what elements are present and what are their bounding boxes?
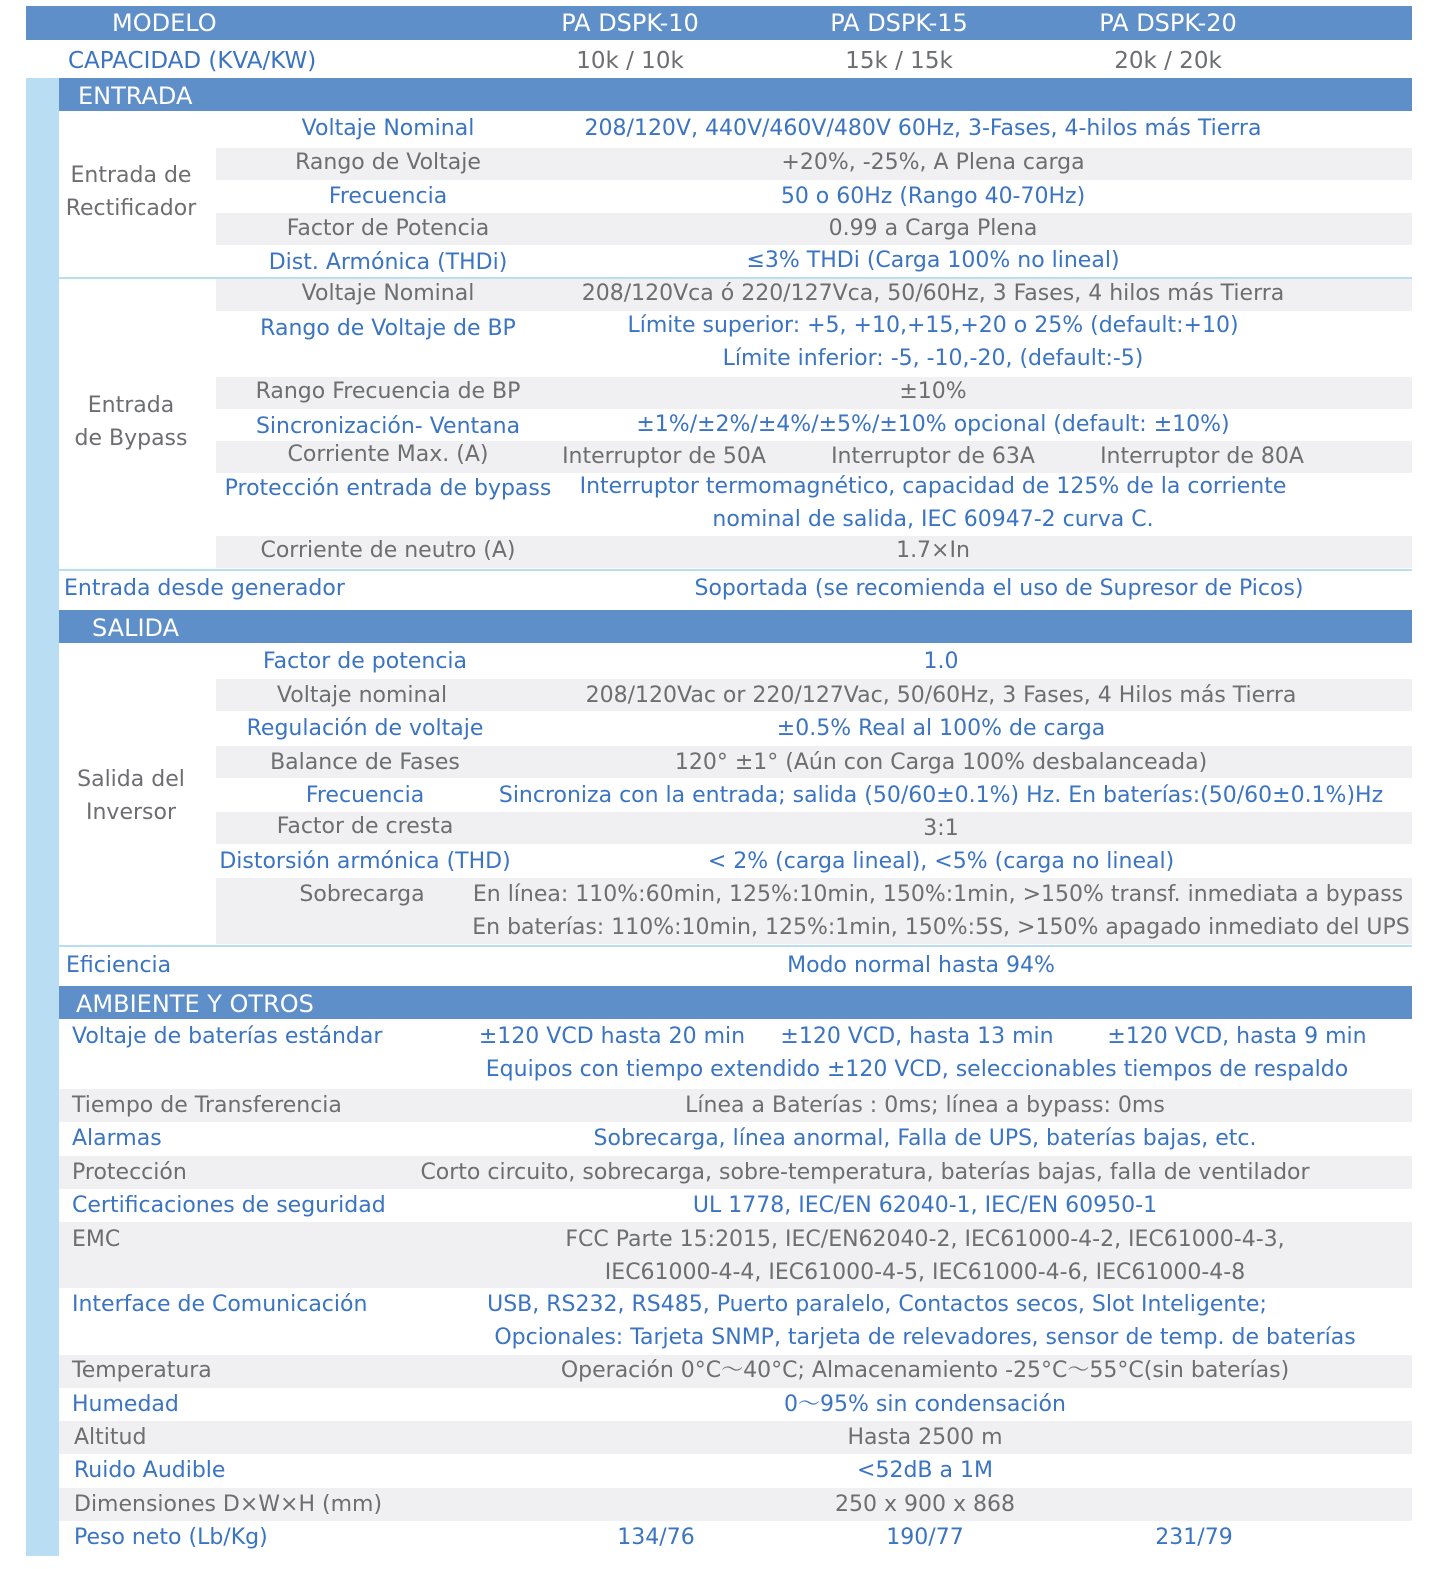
spec-value: +20%, -25%, A Plena carga (781, 150, 1085, 175)
spec-value: 3:1 (923, 816, 959, 841)
section-title-ambiente: AMBIENTE Y OTROS (76, 990, 314, 1018)
spec-value: ±0.5% Real al 100% de carga (776, 716, 1106, 741)
capacity-value-2: 15k / 15k (845, 48, 953, 74)
spec-value: 120° ±1° (Aún con Carga 100% desbalanceada) (674, 750, 1208, 775)
spec-label: Factor de potencia (262, 649, 468, 674)
spec-value: UL 1778, IEC/EN 62040-1, IEC/EN 60950-1 (692, 1193, 1158, 1218)
spec-label: Certificaciones de seguridad (72, 1193, 386, 1218)
spec-label: Sobrecarga (299, 882, 425, 907)
spec-label: Sincronización- Ventana (255, 414, 521, 439)
spec-label: Rango Frecuencia de BP (255, 379, 521, 404)
row-bg (59, 1421, 1412, 1454)
group-label-inversor: Salida del Inversor (77, 767, 185, 825)
spec-label: Rango de Voltaje de BP (260, 316, 516, 341)
group-label-rectificador: Entrada de Rectificador (65, 163, 197, 221)
spec-value-model-2: 190/77 (886, 1525, 964, 1550)
spec-value: Sincroniza con la entrada; salida (50/60±0.1%) Hz. En baterías:(50/60±0.1%)Hz (498, 783, 1384, 808)
spec-value: Sobrecarga, línea anormal, Falla de UPS, baterías bajas, etc. (593, 1126, 1257, 1151)
spec-value-line2: Límite inferior: -5, -10,-20, (default:-5) (722, 346, 1144, 371)
spec-value: ±1%/±2%/±4%/±5%/±10% opcional (default: ±10%) (636, 412, 1230, 437)
spec-label: Regulación de voltaje (246, 716, 484, 741)
spec-value: Hasta 2500 m (847, 1425, 1003, 1450)
spec-value: Interruptor termomagnético, capacidad de 125% de la corriente (579, 474, 1287, 499)
spec-label: Corriente Max. (A) (287, 442, 489, 467)
spec-value-model-3: ±120 VCD, hasta 9 min (1107, 1024, 1367, 1049)
spec-value-model-2: Interruptor de 63A (831, 444, 1035, 469)
divider (59, 945, 1412, 947)
spec-value: 1.7×In (896, 538, 970, 563)
section-bar-entrada (59, 78, 1412, 111)
spec-label-eficiencia: Eficiencia (66, 953, 172, 978)
spec-value: 208/120Vac or 220/127Vac, 50/60Hz, 3 Fases, 4 Hilos más Tierra (585, 683, 1297, 708)
spec-label: Peso neto (Lb/Kg) (74, 1525, 268, 1550)
capacity-value-1: 10k / 10k (576, 48, 684, 74)
spec-value-eficiencia: Modo normal hasta 94% (787, 953, 1055, 978)
spec-value: 250 x 900 x 868 (835, 1492, 1015, 1517)
header-model-2: PA DSPK-15 (830, 9, 968, 37)
spec-label: Voltaje Nominal (301, 116, 475, 141)
header-model-label: MODELO (112, 9, 217, 37)
spec-value: Límite superior: +5, +10,+15,+20 o 25% (default:+10) (627, 313, 1239, 338)
spec-label: Ruido Audible (74, 1458, 226, 1483)
spec-label: Balance de Fases (270, 750, 460, 775)
spec-label: Humedad (72, 1392, 179, 1417)
spec-value: < 2% (carga lineal), <5% (carga no lineal) (707, 849, 1175, 874)
spec-value-model-1: Interruptor de 50A (562, 444, 766, 469)
section-title-salida: SALIDA (92, 614, 180, 642)
spec-value: 50 o 60Hz (Rango 40-70Hz) (780, 184, 1086, 209)
spec-label: Frecuencia (305, 783, 425, 808)
spec-label-generador: Entrada desde generador (64, 576, 345, 601)
divider (59, 569, 1412, 571)
spec-label: Rango de Voltaje (295, 150, 481, 175)
spec-value-line2: Equipos con tiempo extendido ±120 VCD, seleccionables tiempos de respaldo (485, 1057, 1349, 1082)
spec-label: Alarmas (72, 1126, 162, 1151)
spec-value: En línea: 110%:60min, 125%:10min, 150%:1min, >150% transf. inmediata a bypass (472, 882, 1404, 907)
spec-label: Dimensiones D×W×H (mm) (74, 1492, 383, 1517)
section-bar-salida (59, 610, 1412, 643)
spec-label: Interface de Comunicación (72, 1292, 368, 1317)
spec-value: ±10% (899, 379, 967, 404)
spec-label: Tiempo de Transferencia (72, 1093, 342, 1118)
spec-value: Operación 0°C～40°C; Almacenamiento -25°C～55°C(sin baterías) (560, 1358, 1290, 1383)
spec-value: FCC Parte 15:2015, IEC/EN62040-2, IEC61000-4-2, IEC61000-4-3, (565, 1227, 1285, 1252)
spec-value: 0～95% sin condensación (784, 1392, 1066, 1417)
spec-value: 1.0 (923, 649, 959, 674)
spec-value-model-2: ±120 VCD, hasta 13 min (780, 1024, 1054, 1049)
spec-value-model-1: ±120 VCD hasta 20 min (478, 1024, 746, 1049)
spec-value: 0.99 a Carga Plena (828, 216, 1038, 241)
section-title-entrada: ENTRADA (78, 82, 193, 110)
spec-value-line2: En baterías: 110%:10min, 125%:1min, 150%:5S, >150% apagado inmediato del UPS (472, 915, 1410, 940)
spec-label: Voltaje Nominal (301, 281, 475, 306)
spec-label: Voltaje de baterías estándar (72, 1024, 383, 1049)
spec-label: Factor de Potencia (286, 216, 490, 241)
group-label-bypass: Entrada de Bypass (74, 393, 188, 451)
spec-value-model-3: 231/79 (1155, 1525, 1233, 1550)
capacity-label: CAPACIDAD (KVA/KW) (68, 48, 317, 74)
spec-label: Factor de cresta (276, 814, 454, 839)
spec-label: Corriente de neutro (A) (260, 538, 516, 563)
header-model-1: PA DSPK-10 (561, 9, 699, 37)
spec-value-generador: Soportada (se recomienda el uso de Supresor de Picos) (694, 576, 1304, 601)
spec-label: Temperatura (72, 1358, 212, 1383)
spec-value-line2: nominal de salida, IEC 60947-2 curva C. (712, 507, 1154, 532)
spec-label: Protección entrada de bypass (224, 476, 552, 501)
header-model-3: PA DSPK-20 (1099, 9, 1237, 37)
spec-label: Dist. Armónica (THDi) (268, 250, 508, 275)
spec-value: Corto circuito, sobrecarga, sobre-temperatura, baterías bajas, falla de ventilador (420, 1160, 1310, 1185)
spec-label: Voltaje nominal (276, 683, 448, 708)
spec-label: Frecuencia (328, 184, 448, 209)
spec-value-line2: Opcionales: Tarjeta SNMP, tarjeta de relevadores, sensor de temp. de baterías (494, 1325, 1356, 1350)
spec-value: USB, RS232, RS485, Puerto paralelo, Contactos secos, Slot Inteligente; (487, 1292, 1267, 1317)
spec-value: 208/120Vca ó 220/127Vca, 50/60Hz, 3 Fases, 4 hilos más Tierra (581, 281, 1285, 306)
spec-value-line2: IEC61000-4-4, IEC61000-4-5, IEC61000-4-6, IEC61000-4-8 (604, 1260, 1246, 1285)
spec-value: Línea a Baterías : 0ms; línea a bypass: 0ms (685, 1093, 1165, 1118)
spec-value: ≤3% THDi (Carga 100% no lineal) (746, 248, 1120, 273)
spec-label: Distorsión armónica (THD) (219, 849, 511, 874)
spec-value-model-1: 134/76 (617, 1525, 695, 1550)
spec-value: 208/120V, 440V/460V/480V 60Hz, 3-Fases, 4-hilos más Tierra (584, 116, 1262, 141)
left-accent-bar (26, 78, 59, 1556)
spec-value: <52dB a 1M (857, 1458, 993, 1483)
spec-label: Altitud (74, 1425, 147, 1450)
spec-value-model-3: Interruptor de 80A (1100, 444, 1304, 469)
spec-label: EMC (72, 1227, 121, 1252)
spec-label: Protección (72, 1160, 187, 1185)
capacity-value-3: 20k / 20k (1114, 48, 1222, 74)
